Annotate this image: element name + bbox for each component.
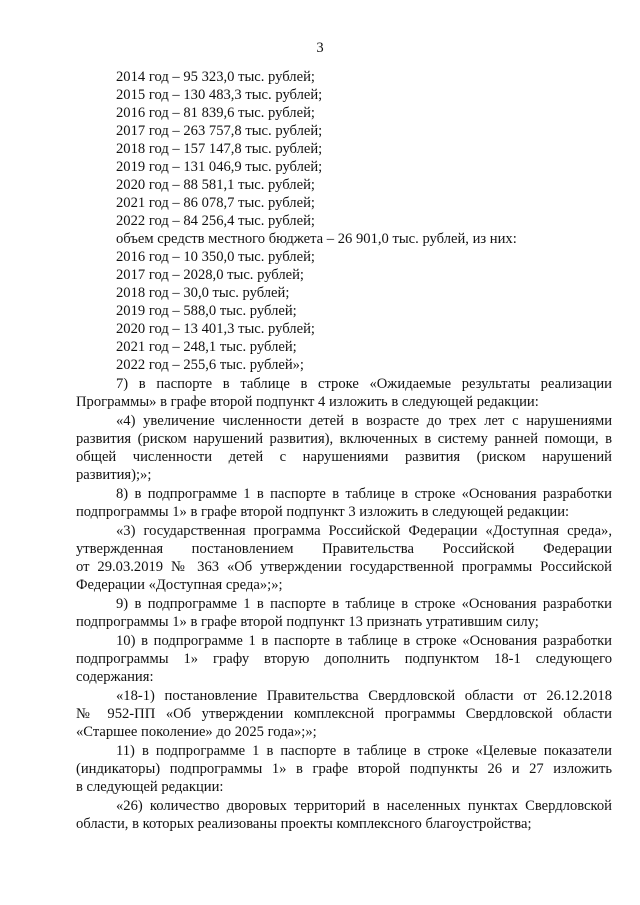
text-line: общей численности детей с нарушениями развития (риском нарушений [76,449,612,465]
text-line: объем средств местного бюджета – 26 901,0 тыс. рублей, из них: [116,231,517,247]
text-line: 10) в подпрограмме 1 в паспорте в таблице в строке «Основания разработки [116,633,612,649]
text-line: 8) в подпрограмме 1 в паспорте в таблице в строке «Основания разработки [116,486,612,502]
text-line: 2019 год – 588,0 тыс. рублей; [116,303,297,319]
paragraph [76,412,612,484]
paragraph [76,797,612,833]
paragraph [76,122,612,140]
text-line: в следующей редакции: [76,779,224,795]
paragraph [76,176,612,194]
paragraph [76,230,612,248]
text-line: 2017 год – 263 757,8 тыс. рублей; [116,123,323,139]
text-line: 2018 год – 157 147,8 тыс. рублей; [116,141,323,157]
paragraph [76,212,612,230]
text-line: 2020 год – 13 401,3 тыс. рублей; [116,321,315,337]
document-body [76,68,612,833]
paragraph [76,158,612,176]
text-line: 2018 год – 30,0 тыс. рублей; [116,285,290,301]
text-line: 2022 год – 255,6 тыс. рублей»; [116,357,304,373]
paragraph [76,687,612,741]
text-line: 2016 год – 81 839,6 тыс. рублей; [116,105,315,121]
paragraph [76,248,612,266]
text-line: 7) в паспорте в таблице в строке «Ожидаемые результаты реализации [116,376,612,392]
text-line: 2016 год – 10 350,0 тыс. рублей; [116,249,315,265]
text-line: содержания: [76,669,154,685]
paragraph [76,485,612,521]
text-line: № 952-ПП «Об утверждении комплексной программы Свердловской области [76,706,612,722]
text-line: от 29.03.2019 № 363 «Об утверждении государственной программы Российской [76,559,612,575]
text-line: 2021 год – 86 078,7 тыс. рублей; [116,195,315,211]
text-line: «18-1) постановление Правительства Свердловской области от 26.12.2018 [116,688,612,704]
text-line: 2015 год – 130 483,3 тыс. рублей; [116,87,323,103]
paragraph [76,338,612,356]
paragraph [76,595,612,631]
paragraph [76,742,612,796]
text-line: «4) увеличение численности детей в возрасте до трех лет с нарушениями [116,413,612,429]
paragraph [76,266,612,284]
paragraph [76,284,612,302]
text-line: 2014 год – 95 323,0 тыс. рублей; [116,69,315,85]
paragraph [76,356,612,374]
page-number: 3 [316,40,324,56]
text-line: подпрограммы 1» в графе второй подпункт 3 изложить в следующей редакции: [76,504,570,520]
text-line: 2019 год – 131 046,9 тыс. рублей; [116,159,323,175]
paragraph [76,375,612,411]
text-line: 2022 год – 84 256,4 тыс. рублей; [116,213,315,229]
paragraph [76,194,612,212]
text-line: подпрограммы 1» в графе второй подпункт 13 признать утратившим силу; [76,614,539,630]
text-line: 11) в подпрограмме 1 в паспорте в таблице в строке «Целевые показатели [116,743,612,759]
paragraph [76,68,612,86]
text-line: подпрограммы 1» графу вторую дополнить подпунктом 18-1 следующего [76,651,612,667]
paragraph [76,522,612,594]
paragraph [76,632,612,686]
text-line: области, в которых реализованы проекты комплексного благоустройства; [76,816,532,832]
text-line: развития (риском нарушений развития), включенных в систему ранней помощи, в [76,431,612,447]
text-line: 2020 год – 88 581,1 тыс. рублей; [116,177,315,193]
text-line: «26) количество дворовых территорий в населенных пунктах Свердловской [116,798,612,814]
paragraph [76,140,612,158]
text-line: развития);»; [76,467,152,483]
paragraph [76,320,612,338]
text-line: (индикаторы) подпрограммы 1» в графе второй подпункты 26 и 27 изложить [76,761,612,777]
text-line: 2017 год – 2028,0 тыс. рублей; [116,267,304,283]
text-line: «Старшее поколение» до 2025 года»;»; [76,724,317,740]
text-line: 2021 год – 248,1 тыс. рублей; [116,339,297,355]
text-line: утвержденная постановлением Правительства Российской Федерации [76,541,612,557]
text-line: 9) в подпрограмме 1 в паспорте в таблице в строке «Основания разработки [116,596,612,612]
paragraph [76,302,612,320]
paragraph [76,104,612,122]
text-line: Программы» в графе второй подпункт 4 изложить в следующей редакции: [76,394,539,410]
text-line: Федерации «Доступная среда»;»; [76,577,283,593]
text-line: «3) государственная программа Российской Федерации «Доступная среда», [116,523,612,539]
paragraph [76,86,612,104]
